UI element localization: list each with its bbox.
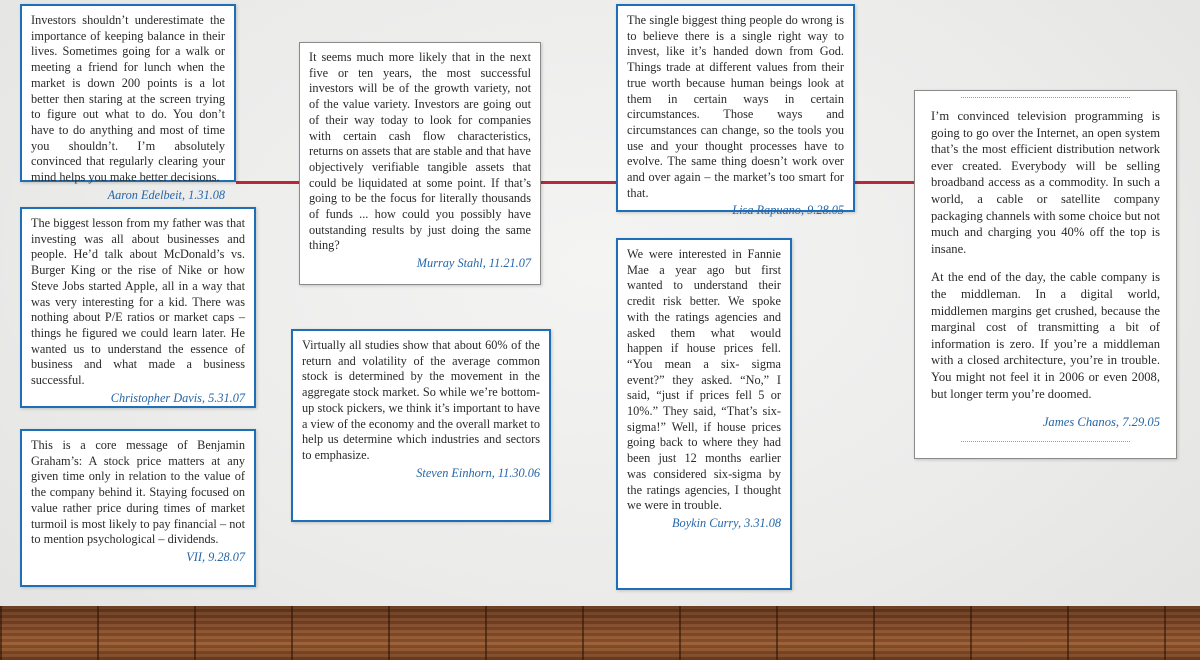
quote-card-davis <box>20 207 256 408</box>
quote-text: This is a core message of Benjamin Graham’s: A stock price matters at any given time only in relation to the value of the company behind it. Staying focused on value rather price during times of market turmoil is most likely to pay financial – not to mention psychological – dividends. <box>31 438 245 547</box>
quote-attribution: Murray Stahl, 11.21.07 <box>416 256 531 271</box>
quote-card-stahl <box>299 42 541 285</box>
quote-text: We were interested in Fannie Mae a year ago but first wanted to understand their credit risk better. We spoke with the ratings agencies and asked them what would happen if house prices fell. “You mean a six- sigma event?” they asked. “No,” I said, “just if prices fell 5 or 10%.” They said, “That’s six-sigma!” Well, if house prices going back to where they had been just 12 months earlier was considered six-sigma by the ratings agencies, I thought we were in trouble. <box>627 247 781 513</box>
quote-attribution: James Chanos, 7.29.05 <box>1042 415 1160 430</box>
quote-text: Virtually all studies show that about 60% of the return and volatility of the average common stock is determined by the movement in the aggregate stock market. So while we’re bottom-up stock pickers, we think it’s important to have a view of the economy and the overall market to help us determine which industries and sectors to emphasize. <box>302 338 540 462</box>
quote-attribution: Lisa Rapuano, 9.28.05 <box>732 203 844 218</box>
quote-attribution: Boykin Curry, 3.31.08 <box>672 515 781 530</box>
dotted-divider-top <box>961 97 1130 98</box>
quote-card-vii <box>20 429 256 587</box>
quote-card-einhorn <box>291 329 551 522</box>
timeline-connector-right <box>855 181 915 184</box>
timeline-connector-left <box>236 181 300 184</box>
quote-attribution: VII, 9.28.07 <box>186 549 245 564</box>
quote-text: The single biggest thing people do wrong is to believe there is a single right way to invest, like it’s handed down from God. Things trade at different values from their true worth because human beings look at them in certain ways in certain circumstances. Those ways and circumstances can change, so the tools you use and your thought processes have to evolve. The same thing doesn’t work over and over again – the market’s too smart for that. <box>627 13 844 200</box>
quote-card-curry <box>616 238 792 590</box>
quote-attribution: Steven Einhorn, 11.30.06 <box>416 465 540 480</box>
wooden-floor <box>0 606 1200 660</box>
quote-attribution: Christopher Davis, 5.31.07 <box>110 390 245 405</box>
quote-card-rapuano <box>616 4 855 218</box>
quote-attribution: Aaron Edelbeit, 1.31.08 <box>107 187 225 202</box>
quote-text-paragraph-1: I’m convinced television programming is going to go over the Internet, an open system that’s the most efficient distribution network ever created. Everybody will be selling broadband access as a commodity. In such a world, a cable or satellite company packaging channels with some choice but not much and charging you 40% off the top is insane. <box>931 109 1160 256</box>
quote-text: Investors shouldn’t underestimate the importance of keeping balance in their lives. Sometimes going for a walk or meeting a friend for lunch when the market is down 200 points is a lot better then staring at the screen trying to figure out what to do. You don’t have to do anything and most of time you shouldn’t. I’m absolutely convinced that regularly clearing your mind helps you make better decisions. <box>31 13 225 185</box>
quote-card-chanos <box>914 90 1177 459</box>
quote-text: The biggest lesson from my father was that investing was all about businesses and people. He’d talk about McDonald’s vs. Burger King or the rise of Nike or how Steve Jobs started Apple, all in a way that was very interesting for a kid. There was nothing about P/E ratios or market caps – things he figured we could learn later. He wanted us to understand the essence of business and what made a business successful. <box>31 216 245 388</box>
quote-text-paragraph-2: At the end of the day, the cable company is the middleman. In a digital world, middlemen margins get crushed, because the marginal cost of transmitting a bit of information is zero. If you’re a middleman with a closed architecture, you’re in trouble. You might not feel it in 2006 or even 2008, but longer term you’re doomed. <box>931 270 1160 401</box>
timeline-connector-middle <box>541 181 616 184</box>
quote-text: It seems much more likely that in the next five or ten years, the most successful investors will be of the growth variety, not of the value variety. Investors are going out of their way today to look for companies with certain cash flow characteristics, returns on assets that are stable and that have objectively verifiable tangible assets that could be liquidated at some point. If that’s going to be the focus for literally thousands of funds ... how could you possibly have outstanding results by just doing the same thing? <box>309 50 531 253</box>
dotted-divider-bottom <box>961 441 1130 442</box>
quote-card-edelbeit <box>20 4 236 202</box>
